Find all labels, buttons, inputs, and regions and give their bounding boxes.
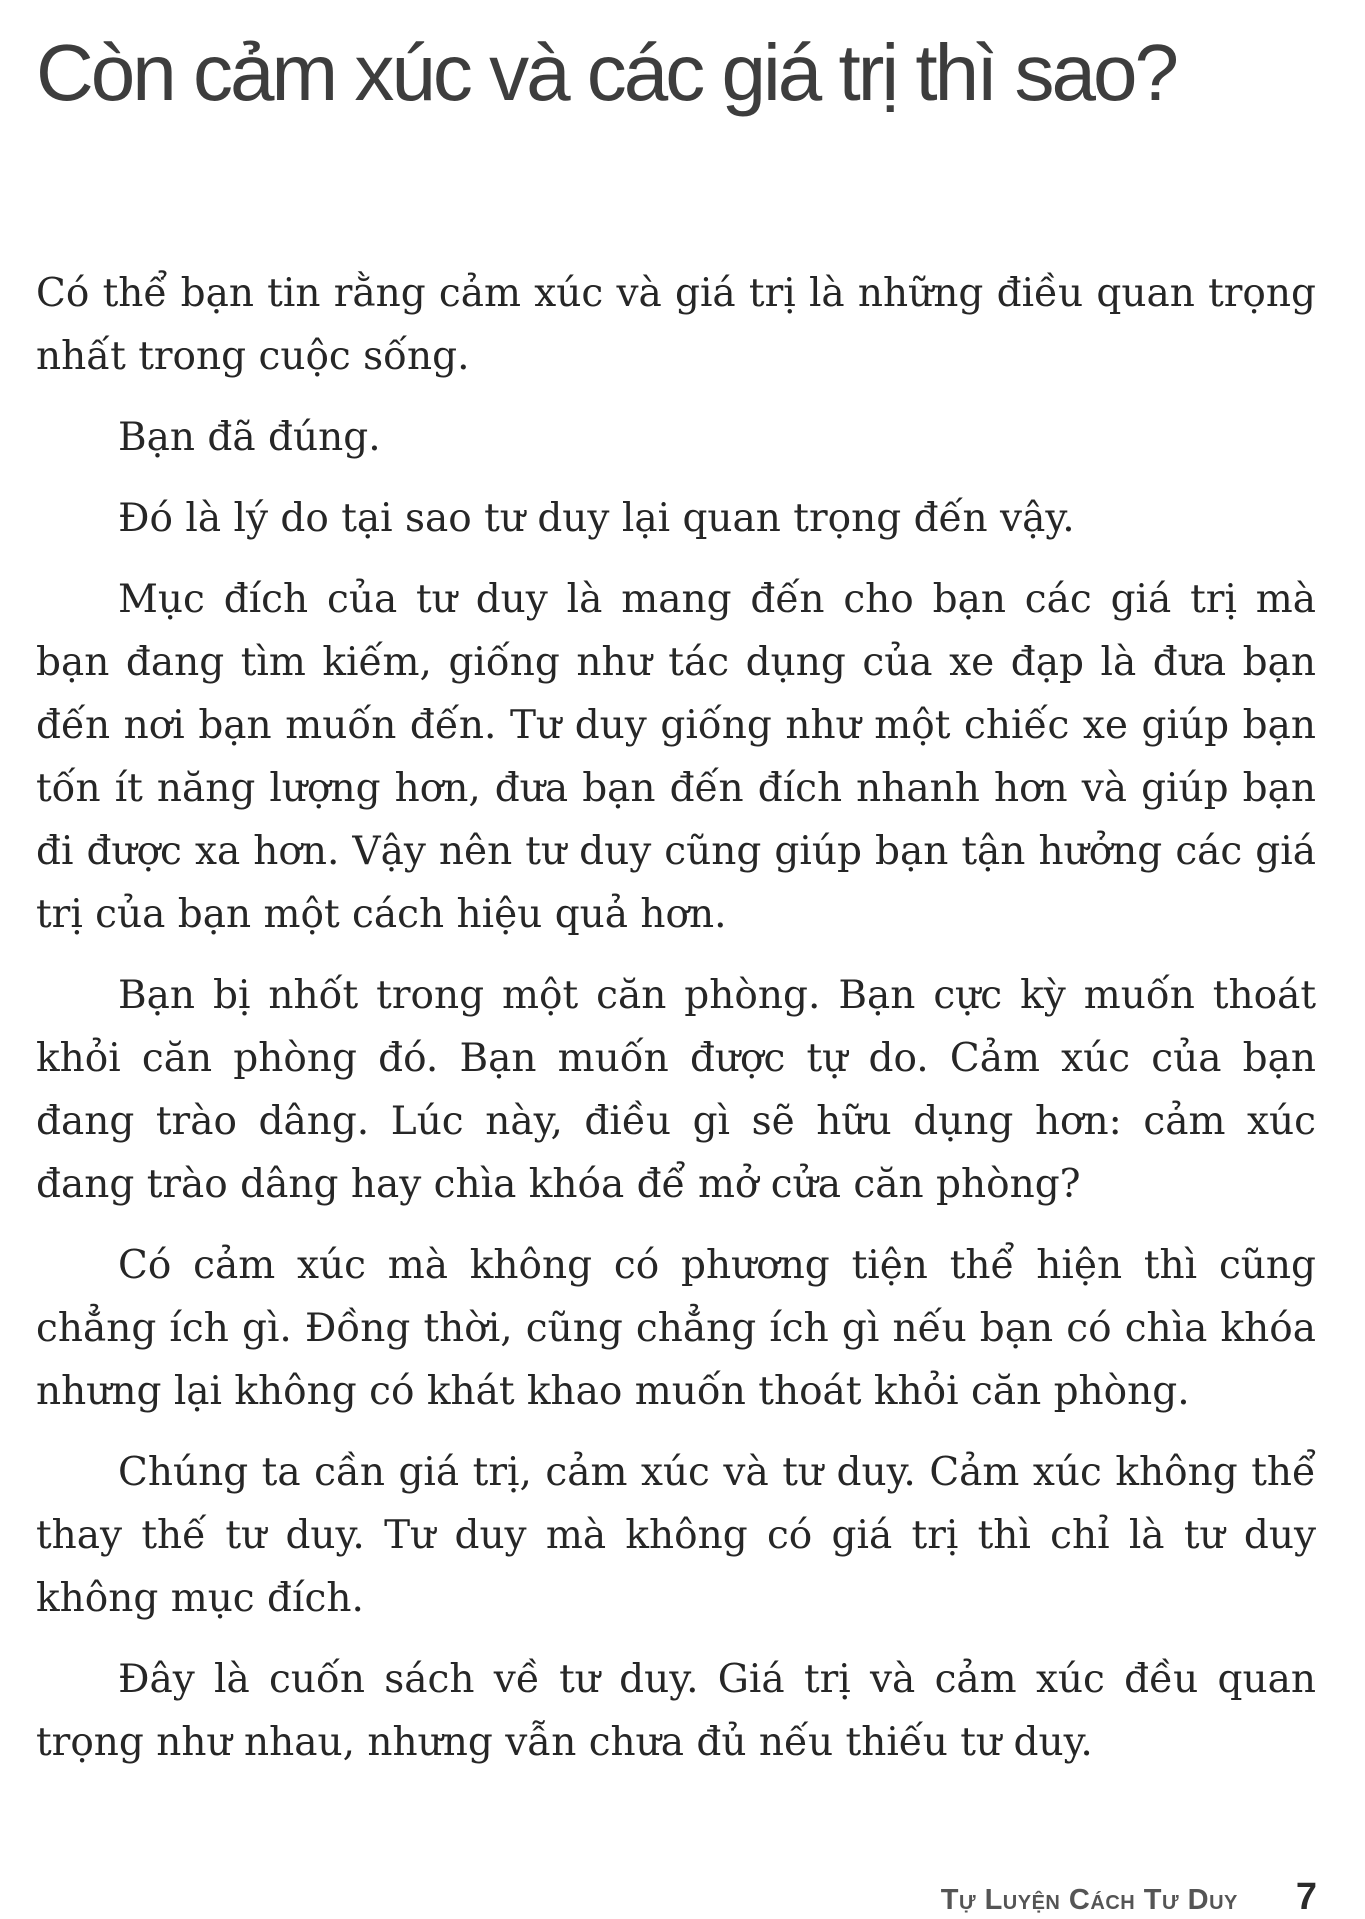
body-text [36,262,1316,1792]
paragraph-4: Mục đích của tư duy là mang đến cho bạn các giá trị mà bạn đang tìm kiếm, giống như tác dụng của xe đạp là đưa bạn đến nơi bạn muốn đến. Tư duy giống như một chiếc xe giúp bạn tốn ít năng lượng hơn, đưa bạn đến đích nhanh hơn và giúp bạn đi được xa hơn. Vậy nên tư duy cũng giúp bạn tận hưởng các giá trị của bạn một cách hiệu quả hơn. [36,577,1316,937]
paragraph-8: Đây là cuốn sách về tư duy. Giá trị và cảm xúc đều quan trọng như nhau, nhưng vẫn chưa đủ nếu thiếu tư duy. [36,1657,1316,1765]
paragraph-5: Bạn bị nhốt trong một căn phòng. Bạn cực kỳ muốn thoát khỏi căn phòng đó. Bạn muốn được tự do. Cảm xúc của bạn đang trào dâng. Lúc này, điều gì sẽ hữu dụng hơn: cảm xúc đang trào dâng hay chìa khóa để mở cửa căn phòng? [36,973,1316,1207]
paragraph-3: Đó là lý do tại sao tư duy lại quan trọng đến vậy. [118,496,1075,541]
paragraph-2: Bạn đã đúng. [118,415,381,460]
paragraph-7: Chúng ta cần giá trị, cảm xúc và tư duy. Cảm xúc không thể thay thế tư duy. Tư duy mà không có giá trị thì chỉ là tư duy không mục đích. [36,1450,1316,1621]
page-footer [941,1876,1317,1916]
running-title: Tự Luyện Cách Tư Duy [940,1884,1238,1916]
page-title: Còn cảm xúc và các giá trị thì sao? [36,28,1176,117]
page-number: 7 [1295,1876,1317,1918]
paragraph-6: Có cảm xúc mà không có phương tiện thể hiện thì cũng chẳng ích gì. Đồng thời, cũng chẳng ích gì nếu bạn có chìa khóa nhưng lại không có khát khao muốn thoát khỏi căn phòng. [36,1243,1316,1414]
paragraph-1: Có thể bạn tin rằng cảm xúc và giá trị là những điều quan trọng nhất trong cuộc sống. [36,271,1316,379]
